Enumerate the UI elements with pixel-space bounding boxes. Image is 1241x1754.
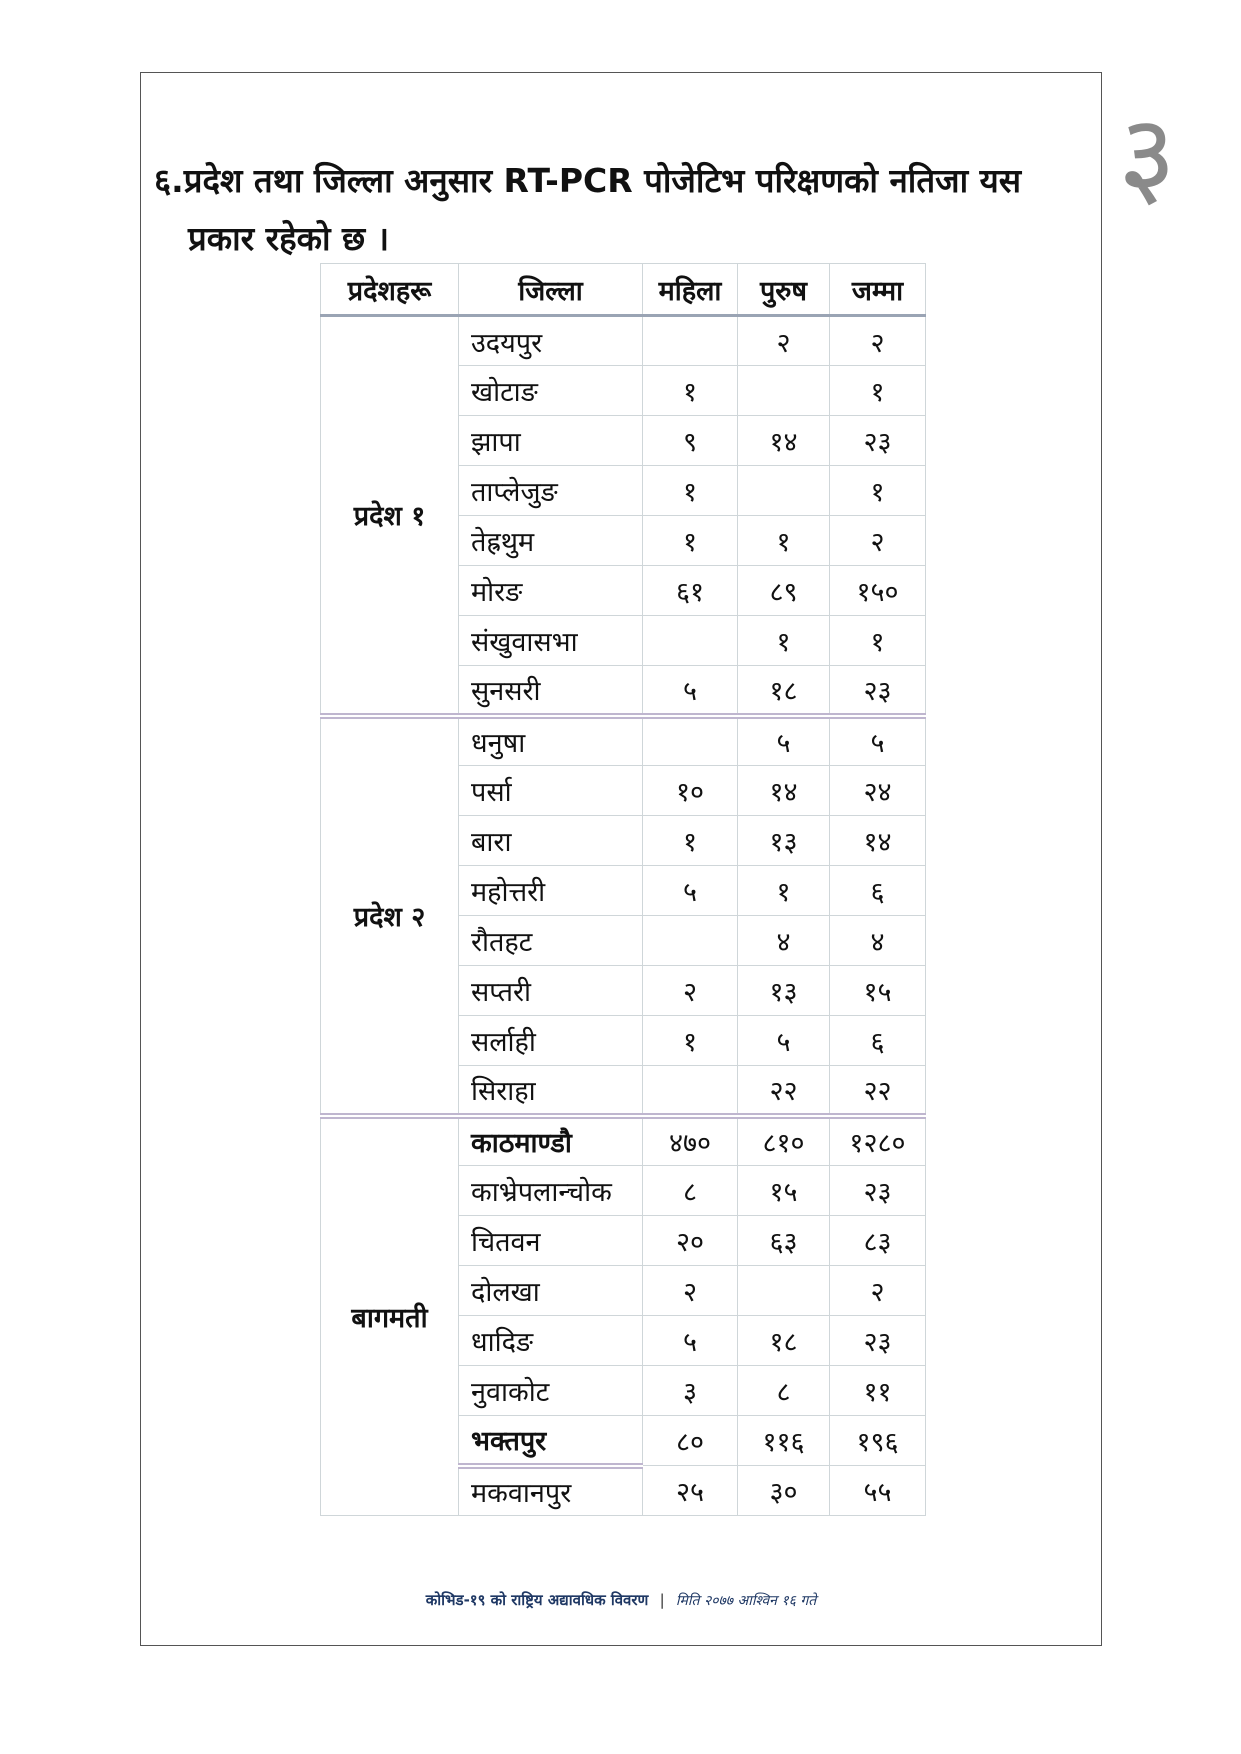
total-count-cell: २ bbox=[830, 1266, 926, 1316]
male-count-cell: १४ bbox=[738, 416, 830, 466]
district-cell: भक्तपुर bbox=[459, 1416, 643, 1466]
female-count-cell bbox=[643, 716, 738, 766]
male-count-cell: २ bbox=[738, 316, 830, 366]
female-count-cell: १ bbox=[643, 1016, 738, 1066]
male-count-cell bbox=[738, 1266, 830, 1316]
rtpcr-results-table bbox=[320, 263, 926, 1516]
male-count-cell: १ bbox=[738, 616, 830, 666]
district-cell: धनुषा bbox=[459, 716, 643, 766]
female-count-cell bbox=[643, 316, 738, 366]
district-cell: चितवन bbox=[459, 1216, 643, 1266]
female-count-cell: ६१ bbox=[643, 566, 738, 616]
district-cell: रौतहट bbox=[459, 916, 643, 966]
page-footer bbox=[140, 1590, 1102, 1610]
total-count-cell: ८३ bbox=[830, 1216, 926, 1266]
district-cell: ताप्लेजुङ bbox=[459, 466, 643, 516]
female-count-cell: १ bbox=[643, 366, 738, 416]
total-count-cell: ४ bbox=[830, 916, 926, 966]
district-cell: सर्लाही bbox=[459, 1016, 643, 1066]
page-number: ३ bbox=[1118, 91, 1177, 221]
total-count-cell: १९६ bbox=[830, 1416, 926, 1466]
male-count-cell: १४ bbox=[738, 766, 830, 816]
district-cell: काठमाण्डौ bbox=[459, 1116, 643, 1166]
footer-title: कोभिड-१९ को राष्ट्रिय अद्यावधिक विवरण bbox=[425, 1591, 649, 1609]
total-count-cell: २२ bbox=[830, 1066, 926, 1116]
male-count-cell: १३ bbox=[738, 816, 830, 866]
total-count-cell: ५५ bbox=[830, 1466, 926, 1516]
province-cell: प्रदेश १ bbox=[321, 316, 459, 716]
male-count-cell: ४ bbox=[738, 916, 830, 966]
table-row bbox=[321, 1116, 926, 1166]
district-cell: मोरङ bbox=[459, 566, 643, 616]
total-count-cell: ५ bbox=[830, 716, 926, 766]
female-count-cell bbox=[643, 916, 738, 966]
footer-separator: | bbox=[659, 1591, 665, 1609]
total-count-cell: २३ bbox=[830, 666, 926, 716]
female-count-cell bbox=[643, 1066, 738, 1116]
province-cell: बागमती bbox=[321, 1116, 459, 1516]
male-count-cell: १३ bbox=[738, 966, 830, 1016]
header-total: जम्मा bbox=[830, 264, 926, 316]
female-count-cell: ४७० bbox=[643, 1116, 738, 1166]
female-count-cell: २ bbox=[643, 966, 738, 1016]
total-count-cell: २ bbox=[830, 516, 926, 566]
header-male: पुरुष bbox=[738, 264, 830, 316]
female-count-cell: ५ bbox=[643, 666, 738, 716]
total-count-cell: २४ bbox=[830, 766, 926, 816]
table-row bbox=[321, 716, 926, 766]
table-body bbox=[321, 316, 926, 1516]
district-cell: नुवाकोट bbox=[459, 1366, 643, 1416]
female-count-cell: १ bbox=[643, 466, 738, 516]
female-count-cell: २५ bbox=[643, 1466, 738, 1516]
female-count-cell: ३ bbox=[643, 1366, 738, 1416]
district-cell: काभ्रेपलान्चोक bbox=[459, 1166, 643, 1216]
total-count-cell: १ bbox=[830, 466, 926, 516]
total-count-cell: २३ bbox=[830, 416, 926, 466]
district-cell: मकवानपुर bbox=[459, 1466, 643, 1516]
total-count-cell: २३ bbox=[830, 1166, 926, 1216]
total-count-cell: १ bbox=[830, 366, 926, 416]
table-row bbox=[321, 316, 926, 366]
district-cell: तेह्रथुम bbox=[459, 516, 643, 566]
male-count-cell: ५ bbox=[738, 1016, 830, 1066]
male-count-cell: ५ bbox=[738, 716, 830, 766]
female-count-cell: ८० bbox=[643, 1416, 738, 1466]
female-count-cell: १० bbox=[643, 766, 738, 816]
total-count-cell: ११ bbox=[830, 1366, 926, 1416]
male-count-cell: १५ bbox=[738, 1166, 830, 1216]
district-cell: खोटाङ bbox=[459, 366, 643, 416]
table-header-row bbox=[321, 264, 926, 316]
female-count-cell: ८ bbox=[643, 1166, 738, 1216]
district-cell: सप्तरी bbox=[459, 966, 643, 1016]
district-cell: सुनसरी bbox=[459, 666, 643, 716]
district-cell: झापा bbox=[459, 416, 643, 466]
district-cell: सिराहा bbox=[459, 1066, 643, 1116]
male-count-cell: १ bbox=[738, 866, 830, 916]
male-count-cell: ३० bbox=[738, 1466, 830, 1516]
district-cell: संखुवासभा bbox=[459, 616, 643, 666]
header-district: जिल्ला bbox=[459, 264, 643, 316]
total-count-cell: १५ bbox=[830, 966, 926, 1016]
male-count-cell: २२ bbox=[738, 1066, 830, 1116]
district-cell: बारा bbox=[459, 816, 643, 866]
total-count-cell: १४ bbox=[830, 816, 926, 866]
female-count-cell: १ bbox=[643, 516, 738, 566]
male-count-cell bbox=[738, 466, 830, 516]
male-count-cell: १८ bbox=[738, 1316, 830, 1366]
male-count-cell: ११६ bbox=[738, 1416, 830, 1466]
female-count-cell: ९ bbox=[643, 416, 738, 466]
district-cell: उदयपुर bbox=[459, 316, 643, 366]
district-cell: महोत्तरी bbox=[459, 866, 643, 916]
district-cell: दोलखा bbox=[459, 1266, 643, 1316]
male-count-cell: १८ bbox=[738, 666, 830, 716]
female-count-cell bbox=[643, 616, 738, 666]
male-count-cell: ८ bbox=[738, 1366, 830, 1416]
heading-line-1: ६.प्रदेश तथा जिल्ला अनुसार RT-PCR पोजेटिभ परिक्षणको नतिजा यस bbox=[154, 161, 1022, 200]
male-count-cell: ६३ bbox=[738, 1216, 830, 1266]
female-count-cell: २० bbox=[643, 1216, 738, 1266]
district-cell: धादिङ bbox=[459, 1316, 643, 1366]
total-count-cell: ६ bbox=[830, 1016, 926, 1066]
total-count-cell: ६ bbox=[830, 866, 926, 916]
female-count-cell: २ bbox=[643, 1266, 738, 1316]
male-count-cell bbox=[738, 366, 830, 416]
female-count-cell: ५ bbox=[643, 866, 738, 916]
male-count-cell: ८१० bbox=[738, 1116, 830, 1166]
total-count-cell: १ bbox=[830, 616, 926, 666]
header-female: महिला bbox=[643, 264, 738, 316]
female-count-cell: ५ bbox=[643, 1316, 738, 1366]
total-count-cell: २३ bbox=[830, 1316, 926, 1366]
district-cell: पर्सा bbox=[459, 766, 643, 816]
footer-date: मिति २०७७ आश्विन १६ गते bbox=[675, 1593, 817, 1609]
male-count-cell: १ bbox=[738, 516, 830, 566]
header-province: प्रदेशहरू bbox=[321, 264, 459, 316]
total-count-cell: १२८० bbox=[830, 1116, 926, 1166]
total-count-cell: २ bbox=[830, 316, 926, 366]
total-count-cell: १५० bbox=[830, 566, 926, 616]
province-cell: प्रदेश २ bbox=[321, 716, 459, 1116]
heading-line-2: प्रकार रहेको छ । bbox=[188, 219, 390, 258]
female-count-cell: १ bbox=[643, 816, 738, 866]
male-count-cell: ८९ bbox=[738, 566, 830, 616]
section-heading bbox=[154, 152, 1084, 268]
